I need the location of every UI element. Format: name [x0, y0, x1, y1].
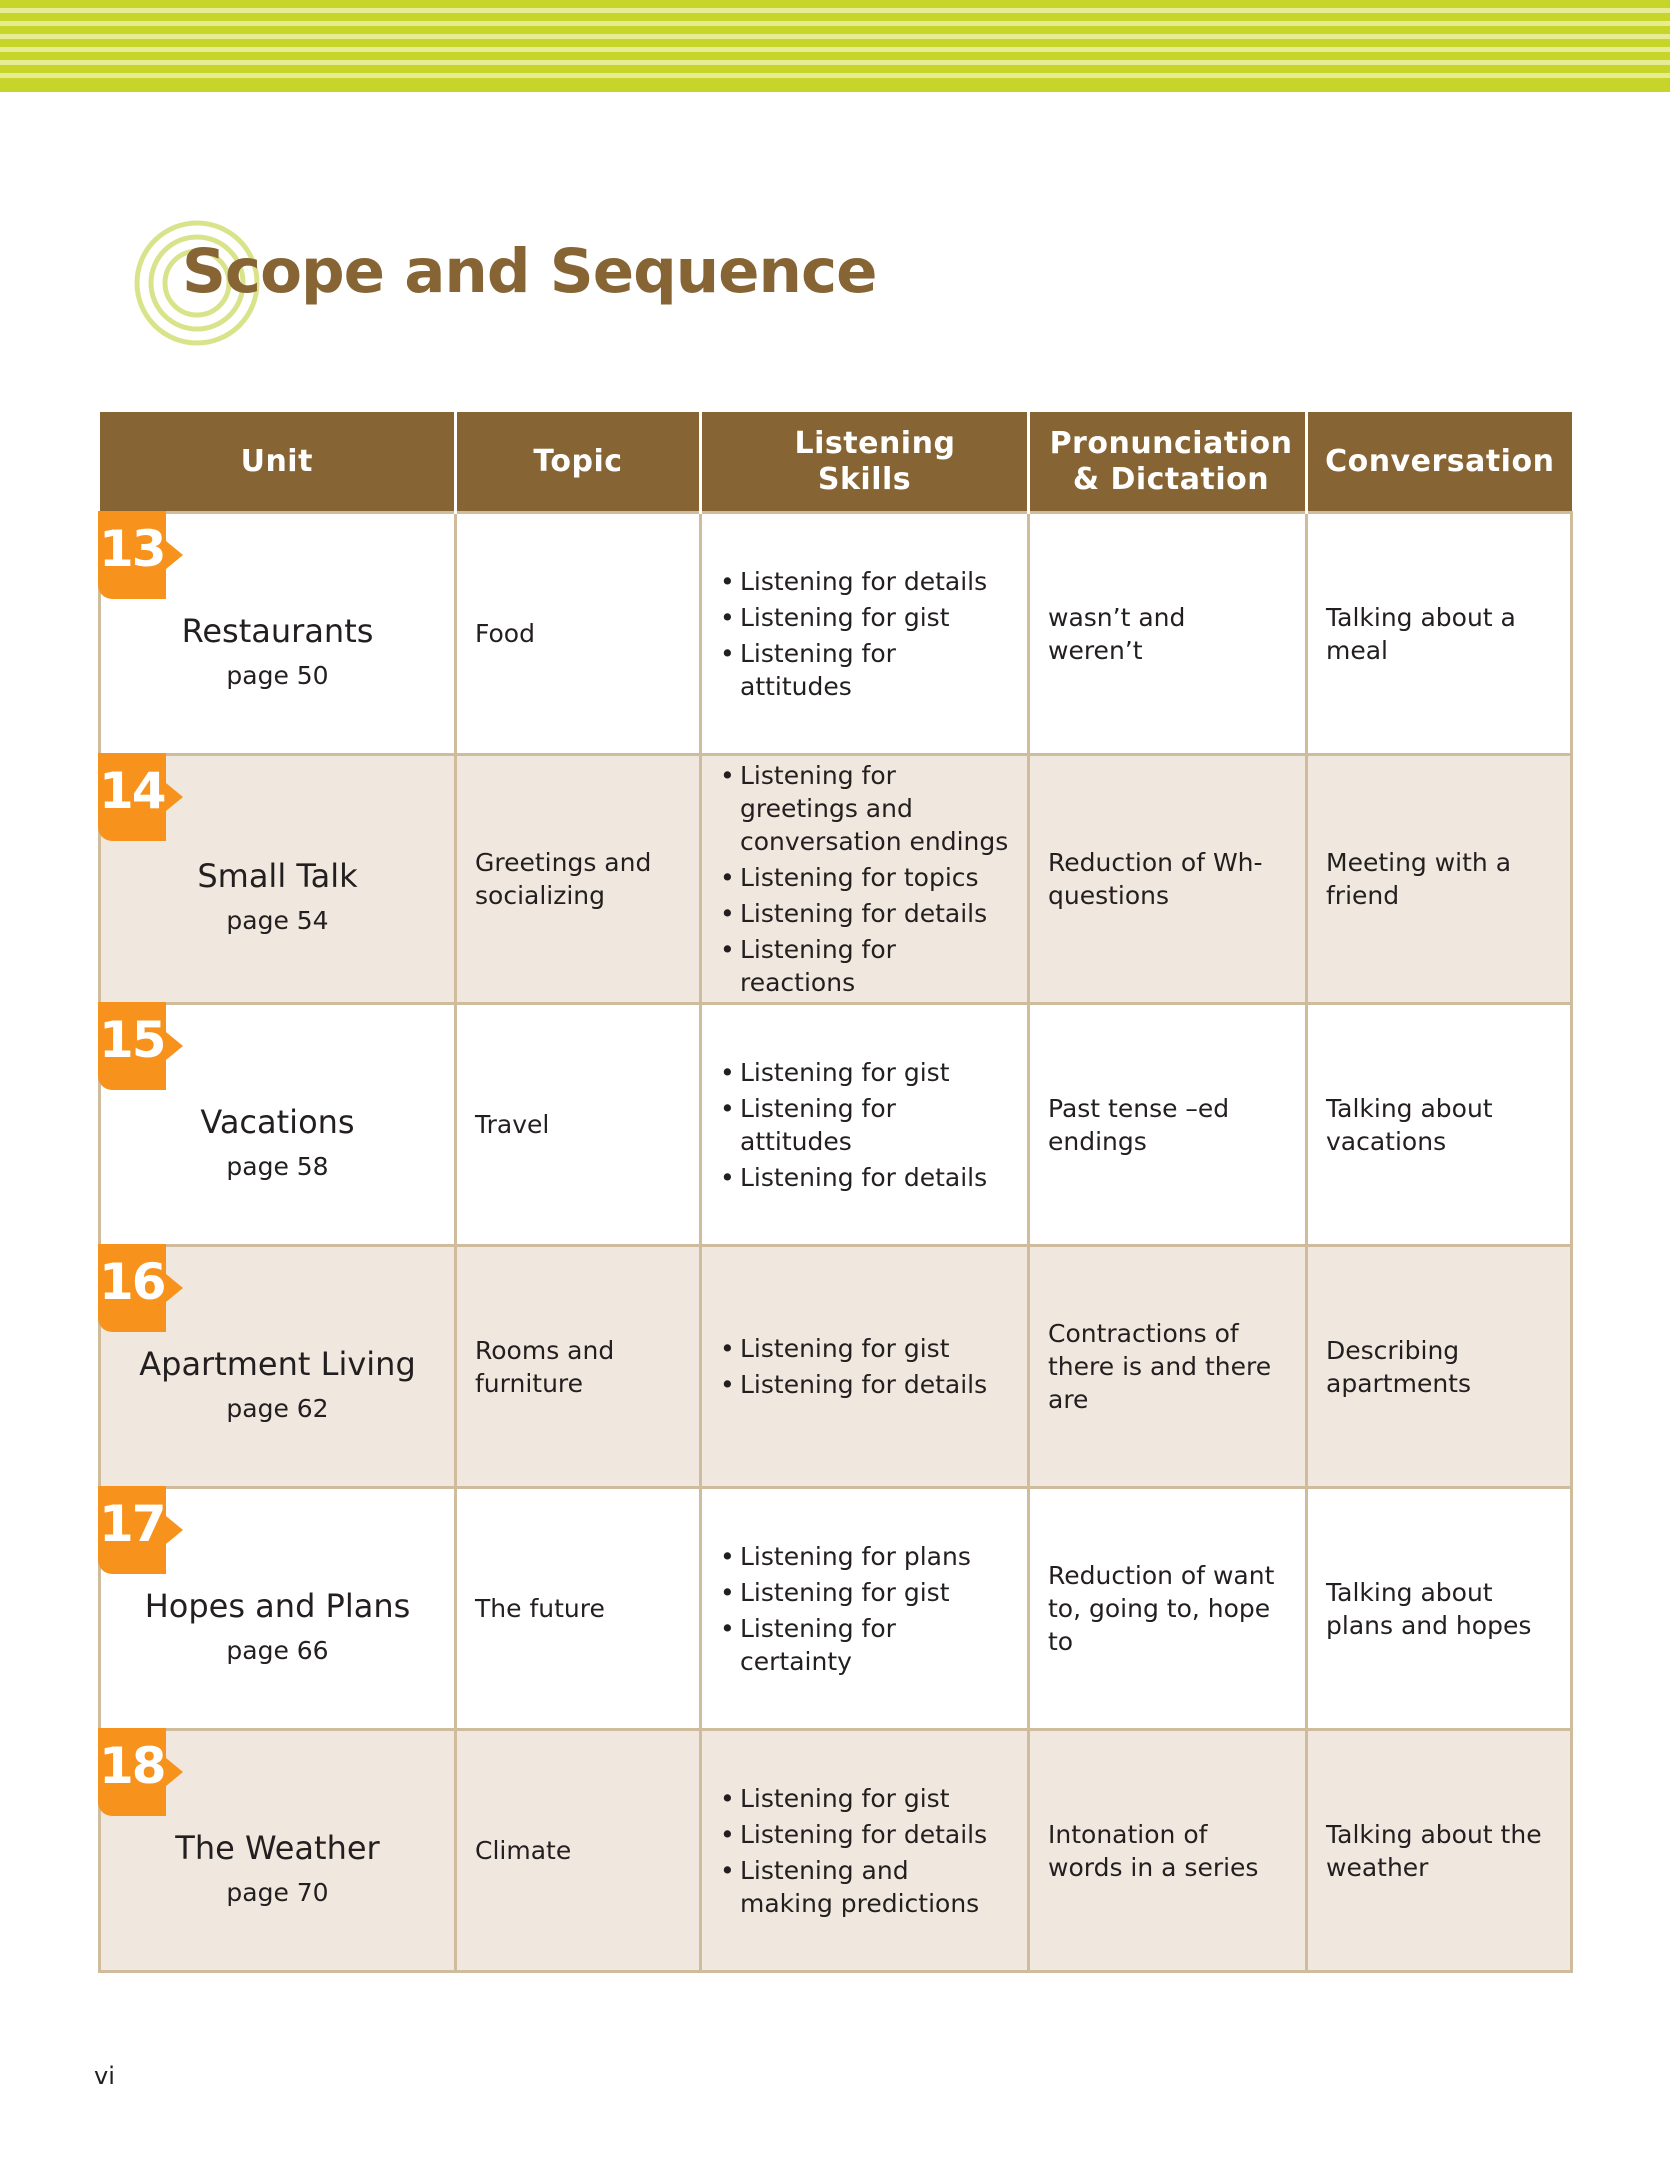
unit-page: page 58 [226, 1151, 329, 1181]
listening-skill-item: • Listening for gist [720, 1576, 1009, 1609]
conversation-cell: Talking about a meal [1307, 513, 1572, 755]
unit-info [119, 1584, 436, 1670]
listening-skills-cell [701, 1488, 1029, 1730]
title-block [132, 218, 877, 348]
unit-row [100, 1246, 1572, 1488]
listening-skills-list [720, 1332, 1009, 1401]
listening-skill-item: • Listening for details [720, 565, 1009, 598]
page-number: vi [94, 2062, 115, 2090]
header-pronunciation-dictation [1029, 412, 1307, 513]
unit-number-badge [98, 1728, 166, 1816]
topic-cell: Greetings and socializing [456, 755, 701, 1004]
header-unit: Unit [100, 412, 456, 513]
unit-name: The Weather [175, 1828, 380, 1867]
listening-skill-item: • Listening for gist [720, 1056, 1009, 1089]
unit-cell [100, 1004, 456, 1246]
unit-number-badge [98, 1244, 166, 1332]
unit-number: 15 [99, 1011, 165, 1069]
listening-skills-cell [701, 1246, 1029, 1488]
unit-info [119, 854, 436, 940]
header-row [100, 412, 1572, 513]
listening-skill-item: • Listening for greetings and conversation endings [720, 759, 1009, 858]
listening-skill-item: • Listening for details [720, 1368, 1009, 1401]
unit-number: 17 [99, 1495, 165, 1553]
unit-number-badge [98, 511, 166, 599]
unit-name: Small Talk [197, 857, 358, 895]
page-title: Scope and Sequence [182, 236, 877, 307]
unit-page: page 50 [226, 660, 329, 690]
header-topic: Topic [456, 412, 701, 513]
header-pronunciation-label: Pronunciation & Dictation [1049, 425, 1293, 497]
unit-info [119, 1342, 436, 1428]
topic-cell: Rooms and furniture [456, 1246, 701, 1488]
header-listening-label: Listening Skills [794, 425, 956, 497]
pronunciation-cell: Reduction of want to, going to, hope to [1029, 1488, 1307, 1730]
listening-skill-item: • Listening and making predictions [720, 1854, 1009, 1920]
conversation-cell: Talking about plans and hopes [1307, 1488, 1572, 1730]
scope-table [98, 412, 1573, 1973]
listening-skill-item: • Listening for certainty [720, 1612, 1009, 1678]
unit-number: 13 [99, 520, 165, 578]
listening-skill-item: • Listening for details [720, 1818, 1009, 1851]
unit-info [119, 1826, 436, 1912]
topic-cell: The future [456, 1488, 701, 1730]
header-listening-skills [701, 412, 1029, 513]
listening-skill-item: • Listening for gist [720, 1782, 1009, 1815]
header-stripes [0, 0, 1670, 92]
listening-skill-item: • Listening for plans [720, 1540, 1009, 1573]
listening-skill-item: • Listening for gist [720, 1332, 1009, 1365]
unit-row [100, 1004, 1572, 1246]
unit-number-badge [98, 1486, 166, 1574]
pronunciation-cell: Contractions of there is and there are [1029, 1246, 1307, 1488]
unit-cell [100, 755, 456, 1004]
unit-row [100, 1488, 1572, 1730]
unit-page: page 62 [226, 1393, 329, 1423]
unit-name: Vacations [200, 1102, 355, 1141]
unit-row [100, 513, 1572, 755]
listening-skills-list [720, 565, 1009, 703]
header-conversation: Conversation [1307, 412, 1572, 513]
unit-cell [100, 1488, 456, 1730]
unit-number: 14 [99, 762, 165, 820]
unit-name: Hopes and Plans [144, 1586, 411, 1625]
conversation-cell: Talking about the weather [1307, 1730, 1572, 1972]
listening-skills-cell [701, 513, 1029, 755]
pronunciation-cell: Reduction of Wh- questions [1029, 755, 1307, 1004]
pronunciation-cell: Intonation of words in a series [1029, 1730, 1307, 1972]
unit-number-badge [98, 753, 166, 841]
pronunciation-cell: Past tense –ed endings [1029, 1004, 1307, 1246]
topic-cell: Climate [456, 1730, 701, 1972]
conversation-cell: Meeting with a friend [1307, 755, 1572, 1004]
unit-page: page 66 [226, 1635, 329, 1665]
unit-number-badge [98, 1002, 166, 1090]
unit-row [100, 1730, 1572, 1972]
listening-skills-cell [701, 1004, 1029, 1246]
unit-cell [100, 513, 456, 755]
conversation-cell: Describing apartments [1307, 1246, 1572, 1488]
unit-info [119, 609, 436, 695]
listening-skills-list [720, 1782, 1009, 1920]
unit-row [100, 755, 1572, 1004]
listening-skill-item: • Listening for attitudes [720, 1092, 1009, 1158]
pronunciation-cell: wasn’t and weren’t [1029, 513, 1307, 755]
listening-skills-cell [701, 1730, 1029, 1972]
unit-number: 18 [99, 1737, 165, 1795]
listening-skill-item: • Listening for reactions [720, 933, 1009, 999]
unit-name: Apartment Living [139, 1344, 416, 1383]
listening-skills-list [720, 1056, 1009, 1194]
conversation-cell: Talking about vacations [1307, 1004, 1572, 1246]
unit-page: page 54 [226, 906, 329, 935]
listening-skill-item: • Listening for topics [720, 861, 1009, 894]
listening-skill-item: • Listening for details [720, 897, 1009, 930]
unit-name: Restaurants [181, 611, 374, 650]
listening-skills-list [720, 759, 1009, 999]
unit-cell [100, 1246, 456, 1488]
topic-cell: Travel [456, 1004, 701, 1246]
topic-cell: Food [456, 513, 701, 755]
listening-skills-list [720, 1540, 1009, 1678]
listening-skill-item: • Listening for attitudes [720, 637, 1009, 703]
listening-skills-cell [701, 755, 1029, 1004]
unit-number: 16 [99, 1253, 165, 1311]
unit-info [119, 1100, 436, 1186]
unit-page: page 70 [226, 1877, 329, 1907]
listening-skill-item: • Listening for gist [720, 601, 1009, 634]
listening-skill-item: • Listening for details [720, 1161, 1009, 1194]
unit-cell [100, 1730, 456, 1972]
